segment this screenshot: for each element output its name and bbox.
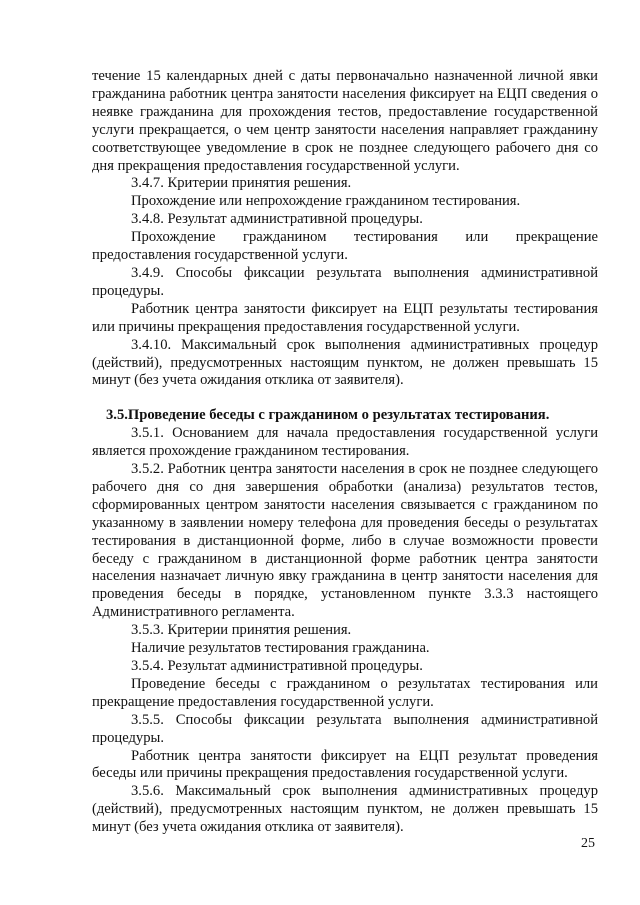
document-body	[92, 68, 598, 837]
paragraph: 3.5.1. Основанием для начала предоставления государственной услуги является прохождение гражданином тестирования.	[92, 425, 598, 460]
paragraph: 3.4.10. Максимальный срок выполнения административных процедур (действий), предусмотренных настоящим пунктом, не должен превышать 15 минут (без учета ожидания отклика от заявителя).	[92, 336, 598, 389]
paragraph: 3.5.6. Максимальный срок выполнения административных процедур (действий), предусмотренных настоящим пунктом, не должен превышать 15 минут (без учета ожидания отклика от заявителя).	[92, 783, 598, 836]
paragraph: 3.5.5. Способы фиксации результата выполнения административной процедуры.	[92, 711, 598, 746]
paragraph: Работник центра занятости фиксирует на ЕЦП результат проведения беседы или причины прекращения предоставления государственной услуги.	[92, 747, 598, 782]
paragraph: течение 15 календарных дней с даты первоначально назначенной личной явки гражданина работник центра занятости населения фиксирует на ЕЦП сведения о неявке гражданина для прохождения тестов, предоставление государственной услуги прекращается, о чем центр занятости населения направляет гражданину соответствующее уведомление в срок не позднее следующего рабочего дня со дня прекращения предоставления государственной услуги.	[92, 68, 598, 174]
paragraph: Работник центра занятости фиксирует на ЕЦП результаты тестирования или причины прекращения предоставления государственной услуги.	[92, 300, 598, 335]
paragraph: Наличие результатов тестирования гражданина.	[131, 640, 430, 657]
page-number: 25	[581, 836, 595, 851]
paragraph: Прохождение или непрохождение гражданином тестирования.	[131, 193, 521, 210]
section-spacer	[92, 390, 598, 407]
paragraph: 3.5.4. Результат административной процедуры.	[131, 658, 423, 674]
paragraph: 3.4.9. Способы фиксации результата выполнения административной процедуры.	[92, 264, 598, 299]
paragraph: Прохождение гражданином тестирования или прекращение предоставления государственной услуги.	[92, 229, 598, 264]
paragraph: 3.5.3. Критерии принятия решения.	[131, 622, 352, 639]
paragraph: 3.4.7. Критерии принятия решения.	[131, 175, 352, 192]
paragraphs-after	[92, 425, 598, 837]
paragraphs-before	[92, 68, 598, 390]
section-heading: 3.5.Проведение беседы с гражданином о результатах тестирования.	[106, 407, 550, 424]
paragraph: Проведение беседы с гражданином о результатах тестирования или прекращение предоставления государственной услуги.	[92, 675, 598, 710]
paragraph: 3.4.8. Результат административной процедуры.	[131, 211, 423, 228]
paragraph: 3.5.2. Работник центра занятости населения в срок не позднее следующего рабочего дня со дня завершения обработки (анализа) результатов тестов, сформированных центром занятости населения связывается с гражданином по указанному в заявлении номеру телефона для проведения беседы о результатах тестирования в дистанционной форме, либо в случае возможности провести беседу с гражданином в дистанционной форме работник центра занятости населения назначает личную явку гражданина в центр занятости населения для проведения беседы в порядке, установленном пункте 3.3.3 настоящего Административного регламента.	[92, 461, 598, 621]
